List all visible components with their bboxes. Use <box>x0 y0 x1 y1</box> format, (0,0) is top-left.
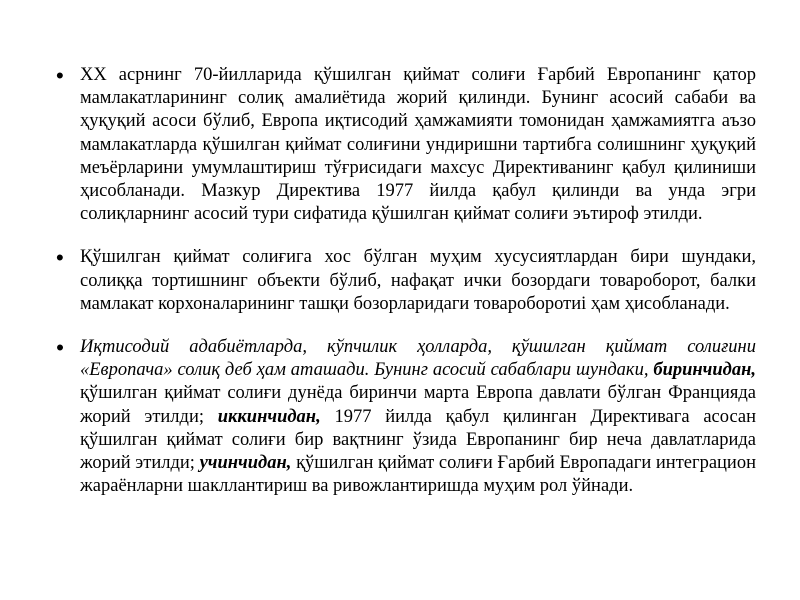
bullet-3-first-text: қўшилган қиймат солиғи дунёда биринчи марта Европа давлати бўлган Францияда жорий этилди; <box>80 383 756 427</box>
bullet-3-third-label: учинчидан, <box>199 453 292 474</box>
bullet-3-intro: Иқтисодий адабиётларда, кўпчилик ҳолларда, қўшилган қиймат солиғини «Европача» солиқ деб ҳам аташади. Бунинг асосий сабаблари шундаки, <box>80 337 756 381</box>
bullet-1-text: XX асрнинг 70-йилларида қўшилган қиймат солиғи Ғарбий Европанинг қатор мамлакатларининг солиқ амалиётида жорий қилинди. Бунинг асосий сабаби ва ҳуқуқий асоси бўлиб, Европа иқтисодий ҳамжамияти томонидан ҳамжамиятга аъзо мамлакатларда қўшилган қиймат солиғини ундиришни тартибга солишнинг ҳуқуқий меъёрларини умумлаштириш тўғрисидаги махсус Директиванинг қабул қилиниши ҳисобланади. Мазкур Директива 1977 йилда қабул қилинди ва унда эгри солиқларнинг асосий тури сифатида қўшилган қиймат солиғи эътироф этилди. <box>80 65 756 225</box>
bullet-3-first-label: биринчидан, <box>653 360 756 381</box>
bullet-3-second-text: 1977 йилда қабул қилинган Директивага асосан қўшилган қиймат солиғи бир вақтнинг ўзида Европанинг бир неча давлатларида жорий этилди; <box>80 406 757 474</box>
bullet-item-1 <box>56 64 756 226</box>
bullet-item-3 <box>56 336 756 498</box>
bullet-item-2 <box>56 246 756 316</box>
bullet-3-second-label: иккинчидан, <box>217 406 321 427</box>
bullet-2-text: Қўшилган қиймат солиғига хос бўлган муҳим хусусиятлардан бири шундаки, солиққа тортишнинг объекти бўлиб, нафақат ички бозордаги товароборот, балки мамлакат корхоналарининг ташқи бозорларидаги товароборотиi ҳам ҳисобланади. <box>80 247 756 314</box>
bullet-list <box>56 64 756 498</box>
bullet-3-third-text: қўшилган қиймат солиғи Ғарбий Европадаги интеграцион жараёнларни шакллантириш ва ривожлантиришда муҳим рол ўйнади. <box>80 453 756 497</box>
